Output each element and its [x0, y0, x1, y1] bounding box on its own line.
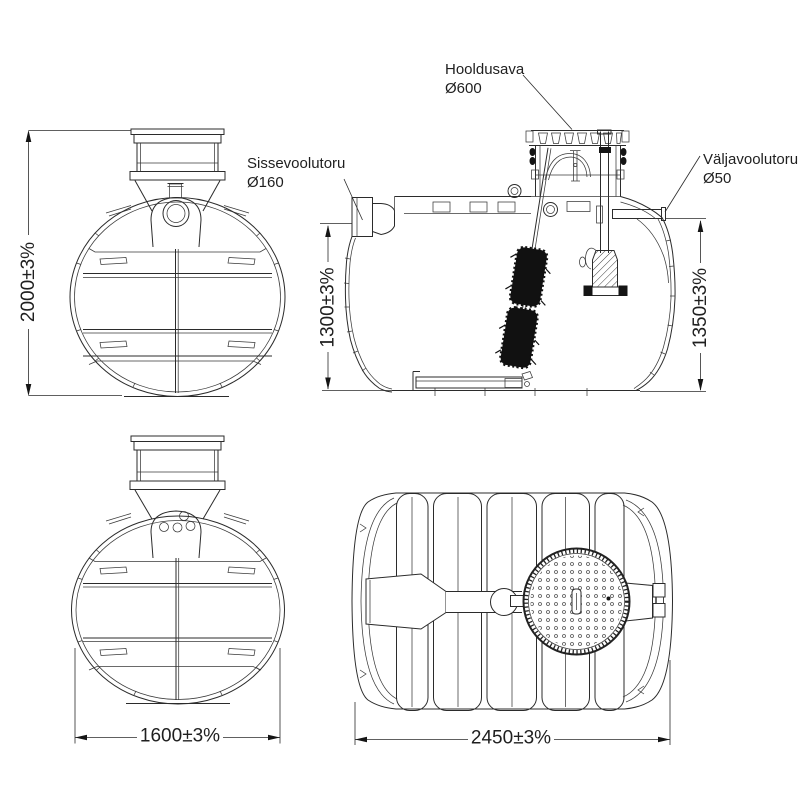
hinge-clip	[653, 604, 665, 618]
label-hooldusava	[445, 61, 572, 130]
dimension-2450	[355, 660, 670, 749]
front-view-top	[18, 129, 285, 397]
leader-valjavoolutoru	[665, 156, 700, 212]
front-view-top-vent-stub	[168, 184, 184, 199]
dimension-1600	[75, 648, 280, 747]
hinge-clip	[653, 584, 665, 598]
front-view-top-baffles	[83, 249, 272, 394]
side-view	[318, 130, 712, 396]
side-view-inlet-fitting	[352, 197, 395, 237]
side-view-ballast-bar	[413, 372, 533, 391]
side-view-pump	[580, 248, 628, 296]
lifting-lug	[508, 185, 521, 198]
front-view-top-inlet-boss	[151, 198, 201, 248]
facet-ticks	[78, 550, 278, 695]
label-hooldusava-name: Hooldusava	[445, 61, 525, 78]
label-valjavoolutoru	[665, 151, 798, 212]
leader-hooldusava	[523, 75, 572, 130]
facet-ticks	[77, 233, 279, 387]
front-view-top-neck	[106, 129, 249, 216]
top-view-neck-channel	[366, 574, 528, 629]
bottom-ticks	[435, 388, 587, 396]
leader-sissevoolutoru	[344, 179, 363, 220]
dimension-1300-text: 1300±3%	[317, 267, 339, 348]
dimension-1300	[318, 224, 393, 391]
label-hooldusava-size: Ø600	[445, 80, 482, 97]
dimension-2000-text: 2000±3%	[18, 241, 39, 323]
dimension-2450-text: 2450±3%	[470, 727, 552, 749]
top-view	[352, 493, 673, 749]
top-view-right-channel	[626, 583, 666, 621]
dimension-1350	[640, 219, 711, 392]
label-valjavoolutoru-name: Väljavoolutoru	[703, 151, 799, 168]
label-valjavoolutoru-size: Ø50	[703, 170, 732, 187]
side-view-riser-pipe	[597, 130, 612, 253]
dimension-1600-text: 1600±3%	[139, 725, 221, 747]
label-sissevoolutoru-name: Sissevoolutoru	[247, 155, 346, 172]
dimension-1350-text: 1350±3%	[690, 267, 711, 349]
front-view-top-body	[70, 198, 285, 397]
top-view-manhole-cover	[524, 549, 630, 655]
label-sissevoolutoru	[247, 155, 363, 220]
label-sissevoolutoru-size: Ø160	[247, 174, 284, 191]
front-view-bottom	[72, 436, 285, 747]
side-view-top-band	[395, 185, 532, 214]
front-view-bottom-body	[72, 516, 285, 704]
shaft-serrations	[539, 133, 622, 144]
